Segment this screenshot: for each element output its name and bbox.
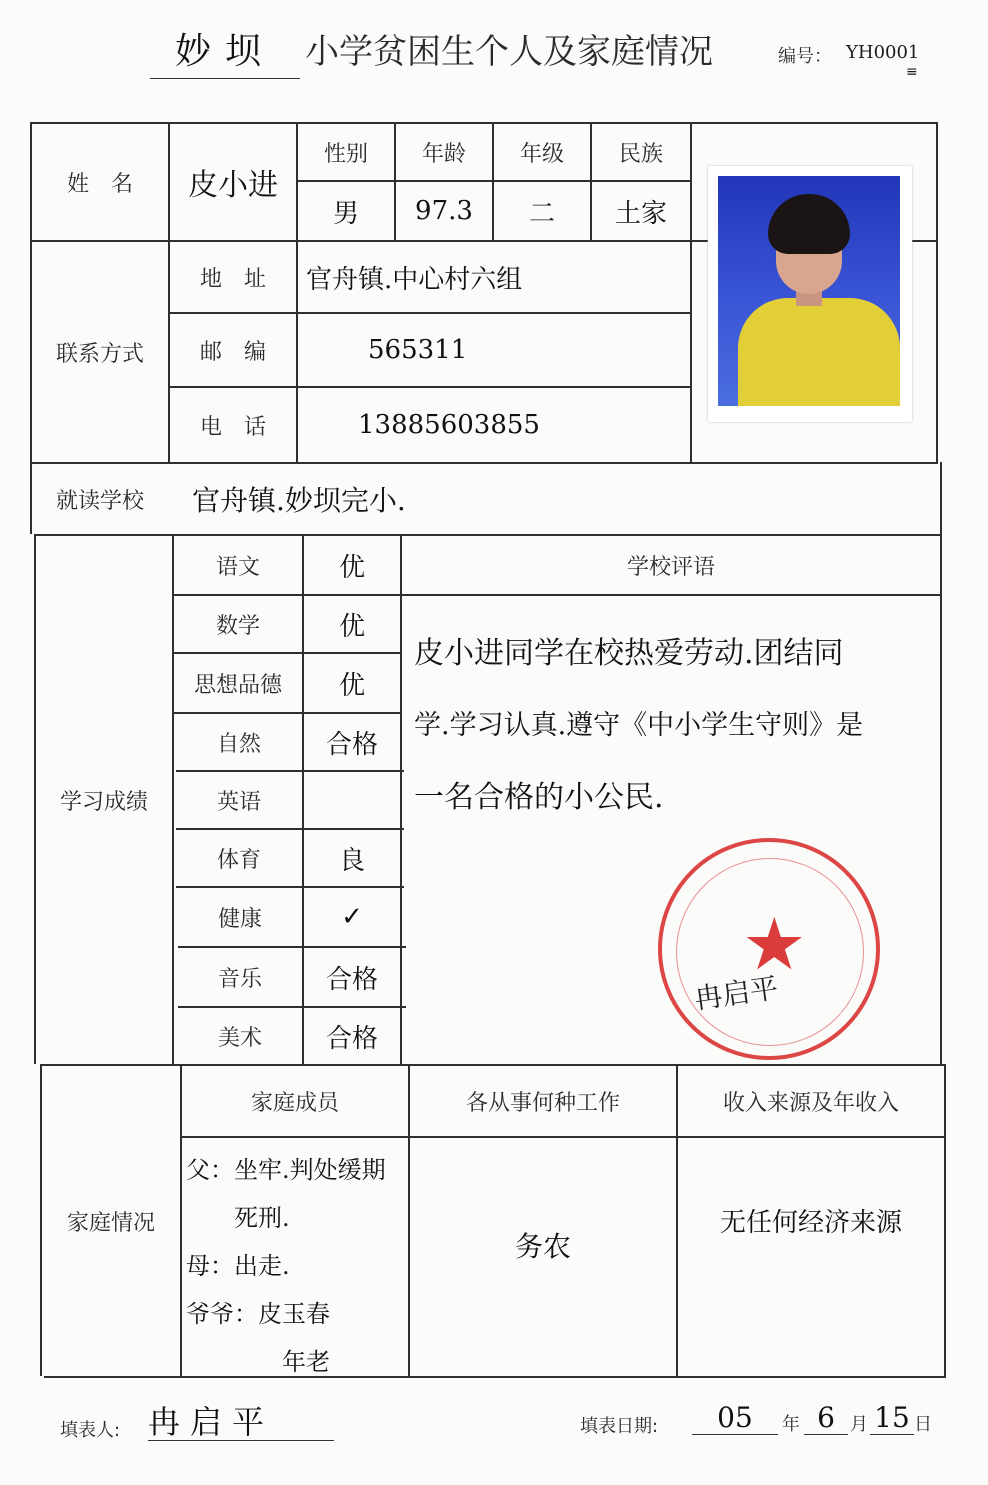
family-member-line: 母：出走. — [186, 1252, 290, 1280]
phone-label: 电 话 — [199, 414, 266, 440]
subject-score: 良 — [338, 845, 365, 876]
student-photo — [708, 166, 912, 422]
subject-label: 英语 — [216, 789, 261, 815]
school-label: 就读学校 — [55, 488, 144, 514]
subject-label: 自然 — [216, 731, 261, 757]
date-month-unit: 月 — [850, 1414, 868, 1435]
name-label: 姓 名 — [66, 171, 133, 197]
age-label: 年龄 — [421, 141, 466, 167]
family-section-label: 家庭情况 — [66, 1210, 155, 1236]
date-day-unit: 日 — [914, 1414, 932, 1435]
subject-score: 合格 — [325, 1023, 378, 1054]
subject-label: 体育 — [216, 847, 261, 873]
postcode-label: 邮 编 — [199, 339, 266, 365]
serial-label: 编号： — [778, 46, 832, 67]
subject-score: 优 — [338, 552, 365, 583]
subject-score: 优 — [338, 670, 365, 701]
filler-label: 填表人: — [60, 1420, 121, 1441]
date-month: 6 — [804, 1402, 848, 1435]
date-label: 填表日期: — [580, 1416, 659, 1437]
contact-section-label: 联系方式 — [55, 341, 144, 367]
grades-section-label: 学习成绩 — [59, 789, 148, 815]
subject-label: 健康 — [217, 906, 262, 932]
filler-name: 冉启平 — [148, 1404, 334, 1441]
gender-value: 男 — [332, 198, 359, 229]
subject-score: 合格 — [325, 964, 378, 995]
family-member-line: 父：坐牢.判处缓期 — [186, 1156, 386, 1184]
family-member-line: 死刑. — [186, 1204, 290, 1232]
family-member-line: 年老 — [186, 1348, 330, 1376]
ethnicity-value: 土家 — [614, 198, 667, 229]
date-year-unit: 年 — [782, 1414, 800, 1435]
subject-label: 音乐 — [217, 966, 262, 992]
serial-number: YH0001 — [846, 42, 920, 63]
subject-label: 思想品德 — [193, 672, 282, 698]
comment-line: 学.学习认真.遵守《中小学生守则》是 — [414, 710, 864, 741]
subject-label: 语文 — [215, 554, 260, 580]
comment-header: 学校评语 — [626, 554, 715, 580]
document-title: 小学贫困生个人及家庭情况 — [305, 32, 713, 72]
subject-score — [304, 772, 400, 828]
subject-score: 优 — [338, 611, 365, 642]
serial-mark: ≡ — [906, 64, 918, 80]
ethnicity-label: 民族 — [618, 141, 663, 167]
family-income-value: 无任何经济来源 — [719, 1207, 902, 1238]
school-value: 官舟镇.妙坝完小. — [192, 484, 406, 517]
date-year: 05 — [692, 1402, 778, 1435]
subject-score: 合格 — [325, 729, 378, 760]
date-day: 15 — [870, 1402, 914, 1435]
postcode-value: 565311 — [368, 335, 468, 365]
subject-score: ✓ — [341, 902, 363, 932]
family-members-header: 家庭成员 — [250, 1090, 339, 1116]
stamp-signature: 冉启平 — [692, 971, 781, 1016]
family-income-header: 收入来源及年收入 — [722, 1090, 899, 1116]
school-name-handwritten: 妙坝 — [150, 30, 300, 79]
gender-label: 性别 — [323, 141, 368, 167]
subject-label: 美术 — [217, 1025, 262, 1051]
family-members-list — [186, 1146, 408, 1386]
address-value: 官舟镇.中心村六组 — [306, 264, 523, 295]
name-value: 皮小进 — [188, 168, 278, 203]
grade-label: 年级 — [519, 141, 564, 167]
family-member-line: 爷爷：皮玉春 — [186, 1300, 330, 1328]
family-work-value: 务农 — [514, 1230, 571, 1263]
age-value: 97.3 — [415, 196, 473, 226]
subject-label: 数学 — [215, 613, 260, 639]
stamp-star-icon: ★ — [742, 902, 807, 986]
address-label: 地 址 — [199, 266, 266, 292]
school-comment — [414, 618, 934, 834]
comment-line: 皮小进同学在校热爱劳动.团结同 — [414, 636, 844, 671]
phone-value: 13885603855 — [358, 410, 540, 440]
family-work-header: 各从事何种工作 — [465, 1090, 620, 1116]
comment-line: 一名合格的小公民. — [414, 780, 664, 815]
grade-value: 二 — [528, 198, 555, 229]
